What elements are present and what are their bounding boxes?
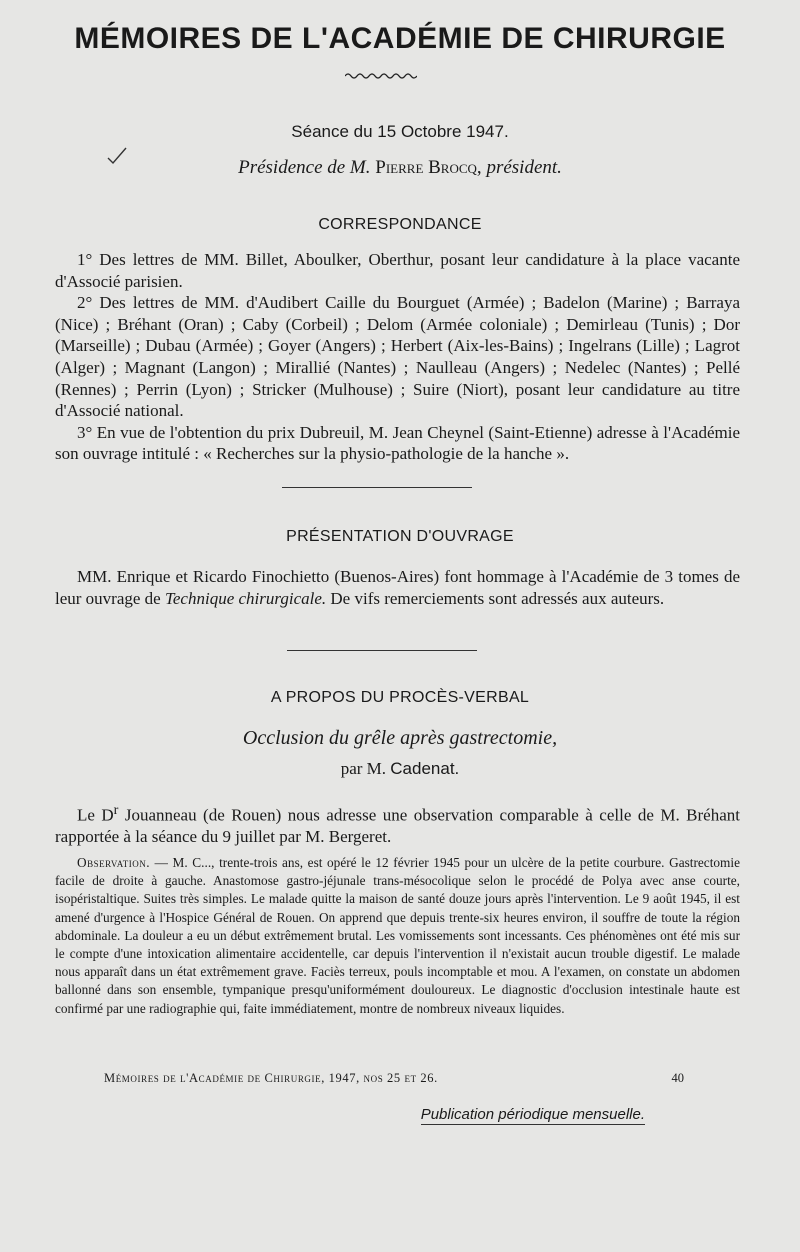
president-name: Pierre Brocq, <box>375 157 482 178</box>
article-title: Occlusion du grêle après gastrectomie, <box>242 727 558 749</box>
correspondance-heading: CORRESPONDANCE <box>318 216 482 233</box>
correspondance-paragraph-3: 3° En vue de l'obtention du prix Dubreuil, M. Jean Cheynel (Saint-Etienne) adresse à l'Académie son ouvrage intitulé : « Recherches sur la physio-pathologie de la hanche ». <box>55 422 740 464</box>
page-footer <box>104 1071 684 1086</box>
correspondance-paragraph-1: 1° Des lettres de MM. Billet, Aboulker, Oberthur, posant leur candidature à la place vacante d'Associé parisien. <box>55 250 740 291</box>
presentation-section <box>55 566 740 609</box>
footer-journal-reference: Mémoires de l'Académie de Chirurgie, 1947, nos 25 et 26. <box>104 1071 438 1085</box>
correspondance-paragraph-2: 2° Des lettres de MM. d'Audibert Caille du Bourguet (Armée) ; Badelon (Marine) ; Barraya (Nice) ; Bréhant (Oran) ; Caby (Corbeil) ; Delom (Armée coloniale) ; Demirleau (Tunis) ; Dor (Marseille) ; Dubau (Armée) ; Goyer (Angers) ; Herbert (Aix-les-Bains) ; Ingelrans (Lille) ; Lagrot (Alger) ; Magnant (Langon) ; Mirallié (Nantes) ; Naulleau (Angers) ; Nedelec (Nantes) ; Pellé (Rennes) ; Perrin (Lyon) ; Stricker (Mulhouse) ; Suire (Niort), posant leur candidature au titre d'Associé national. <box>55 293 740 421</box>
presidency-line <box>40 157 760 179</box>
article-heading: A PROPOS DU PROCÈS-VERBAL <box>270 689 530 706</box>
presidency-suffix: président. <box>486 157 562 178</box>
book-title: Technique chirurgicale. <box>164 588 327 608</box>
presentation-heading: PRÉSENTATION D'OUVRAGE <box>286 528 514 545</box>
wavy-ornament <box>345 72 417 80</box>
article-intro <box>55 800 740 848</box>
observation-paragraph: Observation. — M. C..., trente-trois ans, est opéré le 12 février 1945 pour un ulcère de la petite courbure. Gastrectomie facile de droite à gauche. Anastomose gastro-jéjunale trans-mésocolique selon le procédé de Polya avec anse courte, isopéristaltique. Suites très simples. Le malade quitte la maison de santé douze jours après l'intervention. Le 9 août 1945, il est amené d'urgence à l'Hospice Général de Rouen. On apprend que depuis trente-six heures environ, il souffre de toute la région abdominale. La douleur a eu un début extrêmement brutal. Les vomissements sont incessants. Ces phénomènes ont été mis sur le compte d'une intoxication alimentaire accidentelle, car depuis l'intervention il n'existait aucun trouble digestif. Le malade nous apparaît dans un état extrêmement grave. Faciès terreux, pouls incomptable et mou. A l'examen, on constate un abdomen ballonné dans son ensemble, tympanique presqu'uniformément douloureux. Le diagnostic d'occlusion intestinale haute est confirmé par une radiographie qui, faite immédiatement, montre de nombreux niveaux liquides. <box>55 855 740 1016</box>
publication-note: Publication périodique mensuelle. <box>420 1106 645 1123</box>
correspondance-section <box>55 249 740 465</box>
session-date: Séance du 15 Octobre 1947. <box>291 122 509 141</box>
section-divider <box>282 487 472 488</box>
article-author: par M. Cadenat. <box>340 759 460 778</box>
journal-title: MÉMOIRES DE L'ACADÉMIE DE CHIRURGIE <box>74 22 726 55</box>
author-name: Cadenat. <box>390 759 460 778</box>
presidency-prefix: Présidence de M. <box>238 157 371 178</box>
section-divider <box>287 650 477 651</box>
page-number: 40 <box>671 1071 684 1085</box>
article-intro-paragraph: Le $D^r$ Jouanneau (de Rouen) nous adresse une observation comparable à celle de M. Bréhant rapportée à la séance du 9 juillet par M. Bergeret. <box>55 802 740 847</box>
observation-section <box>55 854 740 1018</box>
presentation-paragraph: MM. Enrique et Ricardo Finochietto (Buenos-Aires) font hommage à l'Académie de 3 tomes de leur ouvrage de Technique chirurgicale. De vifs remerciements sont adressés aux auteurs. <box>55 567 740 608</box>
observation-label: Observation. <box>77 855 151 870</box>
